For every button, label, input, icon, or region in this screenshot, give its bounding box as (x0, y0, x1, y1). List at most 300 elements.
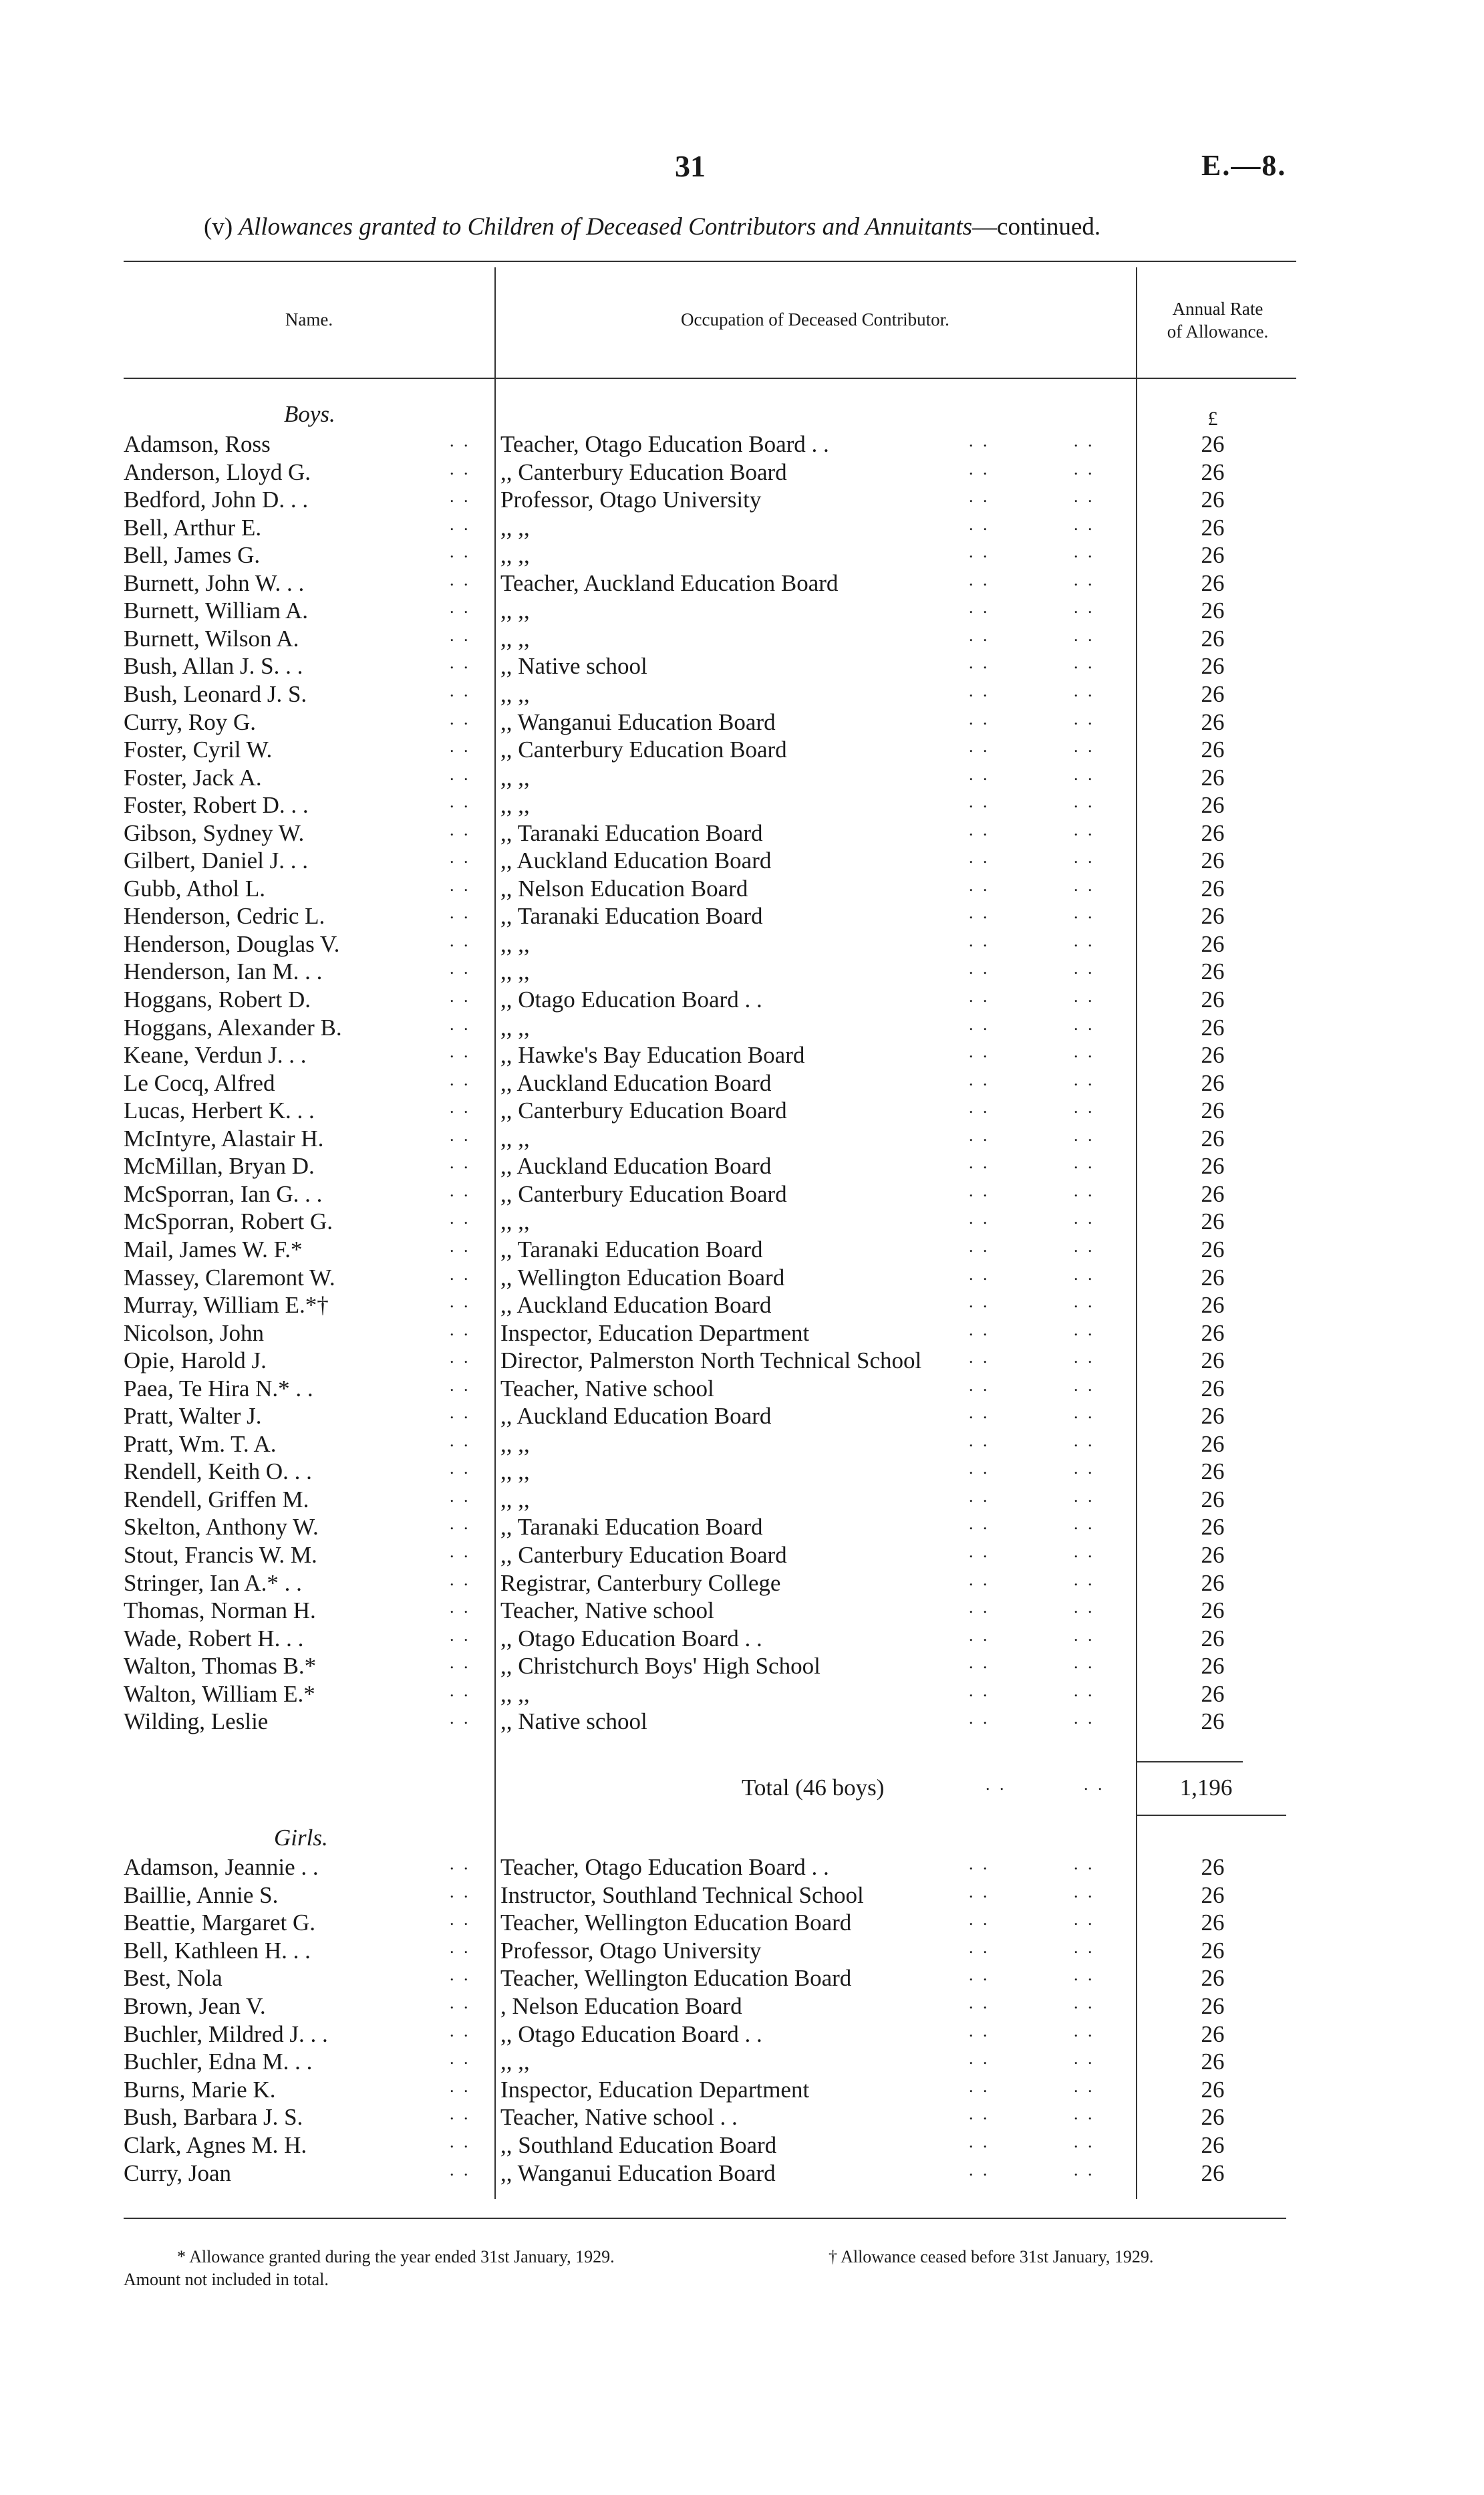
leader-dots: . . (969, 1042, 990, 1062)
leader-dots: . . (1074, 1458, 1095, 1478)
name-cell: Lucas, Herbert K. . . (124, 1097, 315, 1124)
table-row (124, 2104, 1266, 2131)
leader-dots: . . (450, 1514, 471, 1534)
name-cell: Mail, James W. F.* (124, 1236, 303, 1263)
occupation-cell: Instructor, Southland Technical School (500, 1881, 864, 1908)
table-row (124, 1320, 1266, 1347)
page-number: 31 (675, 149, 706, 183)
column-header-occupation: Occupation of Deceased Contributor. (681, 309, 949, 330)
name-cell: Brown, Jean V. (124, 1993, 266, 2019)
leader-dots: . . (450, 875, 471, 895)
rate-cell: 26 (1201, 2159, 1225, 2186)
name-cell: Paea, Te Hira N.* . . (124, 1375, 313, 1402)
leader-dots: . . (1074, 680, 1095, 700)
leader-dots: . . (450, 847, 471, 868)
leader-dots: . . (969, 1993, 990, 2012)
name-cell: Bell, Arthur E. (124, 514, 262, 541)
table-row (124, 626, 1266, 653)
name-cell: Bedford, John D. . . (124, 487, 309, 513)
leader-dots: . . (969, 958, 990, 978)
occupation-cell: ,, Canterbury Education Board (500, 458, 787, 485)
name-cell: Gibson, Sydney W. (124, 819, 305, 846)
rate-cell: 26 (1201, 1403, 1225, 1430)
leader-dots: . . (1074, 653, 1095, 673)
leader-dots: . . (969, 708, 990, 729)
leader-dots: . . (1074, 598, 1095, 618)
name-cell: McMillan, Bryan D. (124, 1153, 315, 1180)
rate-cell: 26 (1201, 598, 1225, 624)
leader-dots: . . (969, 1965, 990, 1985)
name-cell: Pratt, Wm. T. A. (124, 1430, 277, 1457)
rate-cell: 26 (1201, 1069, 1225, 1096)
leader-dots: . . (1074, 930, 1095, 950)
occupation-cell: Teacher, Otago Education Board . . (500, 1854, 829, 1880)
leader-dots: . . (969, 875, 990, 895)
leader-dots: . . (450, 930, 471, 950)
occupation-cell: ,, Taranaki Education Board (500, 819, 763, 846)
occupation-cell: Director, Palmerston North Technical School (500, 1347, 922, 1374)
occupation-cell: Teacher, Native school . . (500, 2104, 738, 2131)
table-row (124, 1653, 1266, 1680)
leader-dots: . . (1074, 1854, 1095, 1873)
leader-dots: . . (1074, 1430, 1095, 1450)
leader-dots: . . (1074, 1514, 1095, 1534)
total-top-rule (1136, 1761, 1243, 1762)
occupation-cell: ,, Canterbury Education Board (500, 737, 787, 763)
leader-dots: . . (969, 1069, 990, 1089)
rate-cell: 26 (1201, 1319, 1225, 1346)
rate-cell: 26 (1201, 1597, 1225, 1624)
leader-dots: . . (450, 1910, 471, 1930)
occupation-cell: Professor, Otago University (500, 487, 762, 513)
table-row (124, 1708, 1266, 1736)
rate-cell: 26 (1201, 1514, 1225, 1541)
occupation-cell: ,, ,, (500, 1486, 530, 1513)
leader-dots: . . (450, 1375, 471, 1395)
leader-dots: . . (1074, 1097, 1095, 1118)
leader-dots: . . (969, 1208, 990, 1228)
leader-dots: . . (969, 764, 990, 784)
leader-dots: . . (1074, 1597, 1095, 1617)
leader-dots: . . (969, 1236, 990, 1256)
name-cell: Baillie, Annie S. (124, 1881, 279, 1908)
leader-dots: . . (969, 2076, 990, 2096)
series-code: E.—8. (1201, 149, 1287, 182)
footnote-star: * Allowance granted during the year ended 31st January, 1929. (177, 2247, 615, 2266)
leader-dots: . . (450, 1153, 471, 1173)
leader-dots: . . (450, 1125, 471, 1145)
leader-dots: . . (1074, 875, 1095, 895)
leader-dots: . . (450, 708, 471, 729)
name-cell: Henderson, Douglas V. (124, 930, 340, 957)
leader-dots: . . (969, 1542, 990, 1561)
leader-dots: . . (1074, 625, 1095, 645)
leader-dots: . . (1074, 2132, 1095, 2151)
leader-dots: . . (1074, 1319, 1095, 1339)
leader-dots: . . (1074, 1965, 1095, 1985)
occupation-cell: Teacher, Wellington Education Board (500, 1910, 852, 1936)
leader-dots: . . (450, 1180, 471, 1200)
leader-dots: . . (450, 487, 471, 507)
occupation-cell: ,, ,, (500, 514, 530, 541)
leader-dots: . . (969, 514, 990, 534)
name-cell: Nicolson, John (124, 1319, 264, 1346)
name-cell: Foster, Jack A. (124, 764, 262, 791)
leader-dots: . . (969, 431, 990, 450)
leader-dots: . . (1074, 1653, 1095, 1673)
name-cell: Gubb, Athol L. (124, 875, 265, 902)
leader-dots: . . (1074, 958, 1095, 978)
leader-dots: . . (1074, 1569, 1095, 1589)
leader-dots: . . (450, 1486, 471, 1506)
occupation-cell: ,, ,, (500, 958, 530, 985)
leader-dots: . . (969, 1153, 990, 1173)
leader-dots: . . (1074, 431, 1095, 450)
name-cell: Buchler, Edna M. . . (124, 2049, 313, 2075)
rate-cell: 26 (1201, 1375, 1225, 1402)
leader-dots: . . (1074, 1042, 1095, 1062)
rate-cell: 26 (1201, 1042, 1225, 1069)
rate-cell: 26 (1201, 1881, 1225, 1908)
leader-dots: . . (969, 1910, 990, 1930)
column-header-rate-line1: Annual Rate (1172, 299, 1264, 319)
name-cell: Henderson, Ian M. . . (124, 958, 323, 985)
occupation-cell: ,, ,, (500, 1014, 530, 1041)
occupation-cell: ,, ,, (500, 930, 530, 957)
name-cell: Skelton, Anthony W. (124, 1514, 319, 1541)
name-cell: Hoggans, Alexander B. (124, 1014, 342, 1041)
leader-dots: . . (1074, 2076, 1095, 2096)
leader-dots: . . (450, 1569, 471, 1589)
rate-cell: 26 (1201, 1653, 1225, 1680)
leader-dots: . . (1074, 2020, 1095, 2041)
name-cell: Buchler, Mildred J. . . (124, 2020, 328, 2047)
leader-dots: . . (450, 2076, 471, 2096)
table-row (124, 765, 1266, 792)
leader-dots: . . (1074, 1486, 1095, 1506)
footnotes (124, 2246, 1300, 2291)
leader-dots: . . (969, 1854, 990, 1873)
leader-dots: . . (969, 2132, 990, 2151)
occupation-cell: ,, ,, (500, 2049, 530, 2075)
leader-dots: . . (1074, 458, 1095, 479)
name-cell: Bush, Leonard J. S. (124, 680, 307, 707)
rate-cell: 26 (1201, 1292, 1225, 1319)
table-row (124, 1514, 1266, 1541)
table-row (124, 709, 1266, 737)
total-value: 1,196 (1179, 1775, 1233, 1801)
name-cell: Bell, Kathleen H. . . (124, 1937, 311, 1964)
leader-dots: . . (969, 792, 990, 812)
occupation-cell: Teacher, Auckland Education Board (500, 569, 839, 596)
table-row (124, 515, 1266, 542)
name-cell: Foster, Robert D. . . (124, 792, 309, 819)
name-cell: Best, Nola (124, 1965, 222, 1992)
occupation-cell: ,, Wellington Education Board (500, 1264, 785, 1291)
leader-dots: . . (1074, 1625, 1095, 1645)
leader-dots: . . (969, 1403, 990, 1423)
leader-dots: . . (450, 1319, 471, 1339)
name-cell: Pratt, Walter J. (124, 1403, 262, 1430)
leader-dots: . . (969, 1375, 990, 1395)
leader-dots: . . (1074, 1236, 1095, 1256)
leader-dots: . . (969, 1264, 990, 1284)
occupation-cell: ,, Southland Education Board (500, 2132, 777, 2158)
leader-dots: . . (450, 2132, 471, 2151)
leader-dots: . . (1074, 569, 1095, 589)
table-row (124, 931, 1266, 958)
leader-dots: . . (450, 1708, 471, 1728)
leader-dots: . . (450, 2159, 471, 2180)
occupation-cell: ,, Auckland Education Board (500, 1153, 772, 1180)
leader-dots: . . (450, 2049, 471, 2069)
leader-dots: . . (1074, 708, 1095, 729)
name-cell: Wade, Robert H. . . (124, 1625, 304, 1652)
leader-dots: . . (969, 819, 990, 839)
name-cell: Opie, Harold J. (124, 1347, 267, 1374)
leader-dots: . . (450, 1965, 471, 1985)
leader-dots: . . (969, 1180, 990, 1200)
occupation-cell: ,, ,, (500, 625, 530, 652)
leader-dots: . . (969, 680, 990, 700)
name-cell: Foster, Cyril W. (124, 737, 273, 763)
table-row (124, 1292, 1266, 1319)
occupation-cell: ,, ,, (500, 792, 530, 819)
leader-dots: . . (969, 1514, 990, 1534)
occupation-cell: ,, ,, (500, 680, 530, 707)
occupation-cell: ,, Auckland Education Board (500, 1292, 772, 1319)
table-top-rule (124, 261, 1296, 262)
name-cell: Anderson, Lloyd G. (124, 458, 311, 485)
leader-dots: . . (450, 1042, 471, 1062)
table-row (124, 1486, 1266, 1514)
occupation-cell: ,, Otago Education Board . . (500, 987, 762, 1013)
name-cell: Bush, Allan J. S. . . (124, 653, 303, 680)
leader-dots: . . (450, 431, 471, 450)
leader-dots: . . (1074, 514, 1095, 534)
leader-dots: . . (1074, 2159, 1095, 2180)
rate-cell: 26 (1201, 1458, 1225, 1485)
name-cell: Clark, Agnes M. H. (124, 2132, 307, 2158)
leader-dots: . . (1074, 1069, 1095, 1089)
table-row (124, 681, 1266, 708)
rate-cell: 26 (1201, 1937, 1225, 1964)
name-cell: Stout, Francis W. M. (124, 1542, 317, 1568)
occupation-cell: Registrar, Canterbury College (500, 1569, 781, 1596)
name-cell: Le Cocq, Alfred (124, 1069, 275, 1096)
table-row (124, 1570, 1266, 1597)
leader-dots: . . (450, 598, 471, 618)
table-row (124, 1070, 1266, 1097)
leader-dots: . . (1074, 1542, 1095, 1561)
table-row (124, 1126, 1266, 1153)
rate-cell: 26 (1201, 1910, 1225, 1936)
name-cell: Murray, William E.*† (124, 1292, 329, 1319)
leader-dots: . . (969, 1430, 990, 1450)
rate-cell: 26 (1201, 680, 1225, 707)
section-heading-boys: Boys. (284, 401, 335, 427)
table-row (124, 459, 1266, 487)
rate-cell: 26 (1201, 792, 1225, 819)
table-row (124, 903, 1266, 930)
leader-dots: . . (969, 1937, 990, 1957)
leader-dots: . . (1074, 792, 1095, 812)
occupation-cell: ,, ,, (500, 1680, 530, 1707)
leader-dots: . . (1074, 1014, 1095, 1034)
name-cell: Rendell, Griffen M. (124, 1486, 309, 1513)
leader-dots: . . (969, 1125, 990, 1145)
name-cell: Keane, Verdun J. . . (124, 1042, 307, 1069)
leader-dots: . . (1074, 819, 1095, 839)
leader-dots: . . (969, 737, 990, 757)
occupation-cell: ,, Wanganui Education Board (500, 708, 776, 735)
table-row (124, 1181, 1266, 1208)
leader-dots: . . (450, 1625, 471, 1645)
table-row (124, 598, 1266, 625)
table-row (124, 653, 1266, 680)
table-row (124, 1681, 1266, 1708)
leader-dots: . . (969, 1347, 990, 1367)
section-heading-girls: Girls. (274, 1825, 328, 1851)
name-cell: Curry, Joan (124, 2159, 232, 2186)
table-row (124, 1597, 1266, 1625)
name-cell: Bush, Barbara J. S. (124, 2104, 303, 2131)
table-row (124, 570, 1266, 598)
table-row (124, 1153, 1266, 1180)
leader-dots: . . (1074, 1993, 1095, 2012)
table-row (124, 1042, 1266, 1069)
leader-dots: . . (450, 987, 471, 1006)
rate-cell: 26 (1201, 930, 1225, 957)
footnote-star-line2: Amount not included in total. (124, 2269, 329, 2289)
table-row (124, 876, 1266, 903)
occupation-cell: ,, Otago Education Board . . (500, 2020, 762, 2047)
leader-dots: . . (450, 1430, 471, 1450)
column-header-rate-line2: of Allowance. (1167, 321, 1269, 342)
occupation-cell: ,, ,, (500, 1458, 530, 1485)
occupation-cell: ,, Wanganui Education Board (500, 2159, 776, 2186)
occupation-cell: ,, Auckland Education Board (500, 1403, 772, 1430)
table-row (124, 1542, 1266, 1569)
table-row (124, 2077, 1266, 2104)
name-cell: Beattie, Margaret G. (124, 1910, 316, 1936)
leader-dots: . . (1074, 1881, 1095, 1901)
leader-dots: . . (450, 1881, 471, 1901)
header-bottom-rule (124, 378, 1296, 379)
subtitle-prefix: (v) (204, 213, 239, 241)
leader-dots: . . (1074, 1937, 1095, 1957)
table-row (124, 1882, 1266, 1910)
table-row (124, 1458, 1266, 1486)
occupation-cell: ,, ,, (500, 1125, 530, 1152)
leader-dots: . . (450, 1993, 471, 2012)
leader-dots: . . (450, 2104, 471, 2124)
table-row (124, 1625, 1266, 1653)
rate-cell: 26 (1201, 653, 1225, 680)
occupation-cell: ,, Auckland Education Board (500, 847, 772, 874)
occupation-cell: ,, ,, (500, 1430, 530, 1457)
subtitle-suffix: —continued. (972, 213, 1101, 241)
table-row (124, 1938, 1266, 1965)
occupation-cell: ,, ,, (500, 542, 530, 569)
table-row (124, 820, 1266, 847)
rate-cell: 26 (1201, 1486, 1225, 1513)
table-row (124, 1265, 1266, 1292)
leader-dots: . . (450, 1937, 471, 1957)
occupation-cell: ,, Taranaki Education Board (500, 1514, 763, 1541)
leader-dots: . . (969, 1597, 990, 1617)
table-row (124, 737, 1266, 764)
leader-dots: . . (450, 1542, 471, 1561)
leader-dots: . . (450, 2020, 471, 2041)
name-cell: Adamson, Ross (124, 431, 271, 457)
leader-dots: . . (1074, 1208, 1095, 1228)
rate-cell: 26 (1201, 1153, 1225, 1180)
rate-cell: 26 (1201, 1625, 1225, 1652)
name-cell: Walton, William E.* (124, 1680, 315, 1707)
total-leader-dots: . . (1084, 1775, 1105, 1794)
name-cell: Rendell, Keith O. . . (124, 1458, 312, 1485)
rate-cell: 26 (1201, 1854, 1225, 1880)
leader-dots: . . (450, 1264, 471, 1284)
name-cell: Burnett, John W. . . (124, 569, 305, 596)
name-cell: McSporran, Robert G. (124, 1208, 333, 1235)
leader-dots: . . (1074, 903, 1095, 923)
rate-cell: 26 (1201, 2132, 1225, 2158)
leader-dots: . . (969, 1458, 990, 1478)
leader-dots: . . (450, 764, 471, 784)
leader-dots: . . (1074, 2049, 1095, 2069)
name-cell: Thomas, Norman H. (124, 1597, 316, 1624)
occupation-cell: Inspector, Education Department (500, 1319, 810, 1346)
table-row (124, 1236, 1266, 1264)
total-bottom-rule (1136, 1815, 1286, 1816)
occupation-cell: ,, Native school (500, 1708, 647, 1735)
leader-dots: . . (1074, 1153, 1095, 1173)
leader-dots: . . (450, 903, 471, 923)
leader-dots: . . (1074, 1347, 1095, 1367)
leader-dots: . . (1074, 987, 1095, 1006)
leader-dots: . . (969, 1014, 990, 1034)
leader-dots: . . (969, 542, 990, 562)
table-row (124, 1347, 1266, 1375)
occupation-cell: Teacher, Native school (500, 1375, 714, 1402)
table-row (124, 542, 1266, 569)
occupation-cell: ,, Canterbury Education Board (500, 1180, 787, 1207)
leader-dots: . . (969, 2104, 990, 2124)
footnote-dagger: † Allowance ceased before 31st January, 1929. (829, 2247, 1154, 2266)
rate-cell: 26 (1201, 1965, 1225, 1992)
rate-cell: 26 (1201, 2076, 1225, 2103)
rate-cell: 26 (1201, 2020, 1225, 2047)
table-row (124, 2160, 1266, 2188)
leader-dots: . . (1074, 1264, 1095, 1284)
rate-cell: 26 (1201, 487, 1225, 513)
leader-dots: . . (969, 1097, 990, 1118)
rate-cell: 26 (1201, 764, 1225, 791)
leader-dots: . . (969, 569, 990, 589)
leader-dots: . . (969, 1881, 990, 1901)
rate-cell: 26 (1201, 875, 1225, 902)
rate-cell: 26 (1201, 2104, 1225, 2131)
leader-dots: . . (969, 2049, 990, 2069)
leader-dots: . . (1074, 1180, 1095, 1200)
name-cell: McSporran, Ian G. . . (124, 1180, 323, 1207)
rate-cell: 26 (1201, 1208, 1225, 1235)
leader-dots: . . (450, 1069, 471, 1089)
leader-dots: . . (450, 958, 471, 978)
leader-dots: . . (969, 1569, 990, 1589)
